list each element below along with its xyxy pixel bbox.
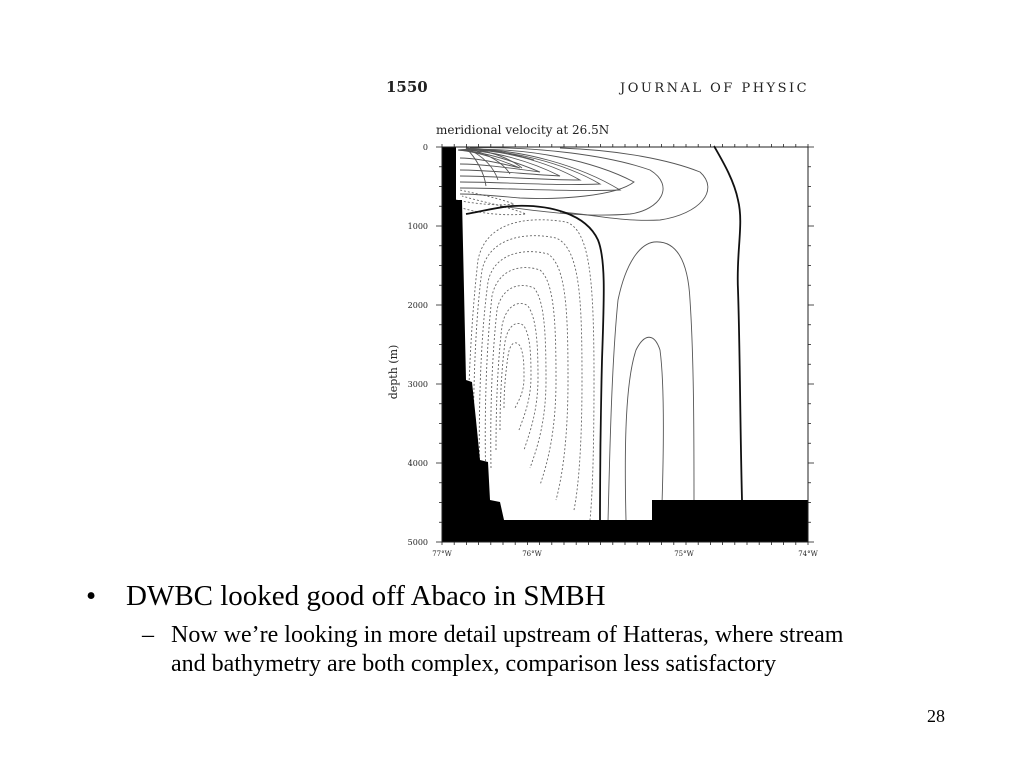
x-tick-label: 77°W bbox=[432, 550, 452, 558]
y-tick-label: 2000 bbox=[407, 301, 428, 310]
journal-header: JOURNAL OF PHYSIC bbox=[620, 81, 810, 96]
y-tick-label: 1000 bbox=[407, 222, 428, 231]
y-tick-label: 5000 bbox=[407, 538, 428, 547]
y-tick-label: 0 bbox=[422, 143, 428, 152]
plot-title: meridional velocity at 26.5N bbox=[436, 123, 610, 137]
x-tick-label: 75°W bbox=[674, 550, 694, 558]
bullet-sub-text: Now we’re looking in more detail upstream of Hatteras, where stream and bathymetry are both complex, comparison less satisfactory bbox=[171, 622, 844, 677]
x-tick-label: 74°W bbox=[798, 550, 818, 558]
y-tick-labels bbox=[408, 143, 428, 547]
slide-number: 28 bbox=[927, 706, 945, 726]
y-tick-label: 3000 bbox=[407, 380, 428, 389]
y-tick-label: 4000 bbox=[407, 459, 428, 468]
x-tick-label: 76°W bbox=[522, 550, 542, 558]
x-tick-labels bbox=[432, 550, 818, 558]
journal-page-number: 1550 bbox=[386, 78, 428, 96]
positive-velocity-contours bbox=[458, 148, 708, 221]
y-axis-label: depth (m) bbox=[387, 344, 400, 400]
bullet-dot: • bbox=[86, 580, 97, 612]
bullet-dash: – bbox=[142, 622, 154, 648]
thin-solid-contours bbox=[608, 242, 694, 522]
bullet-main-text: DWBC looked good off Abaco in SMBH bbox=[126, 580, 606, 612]
